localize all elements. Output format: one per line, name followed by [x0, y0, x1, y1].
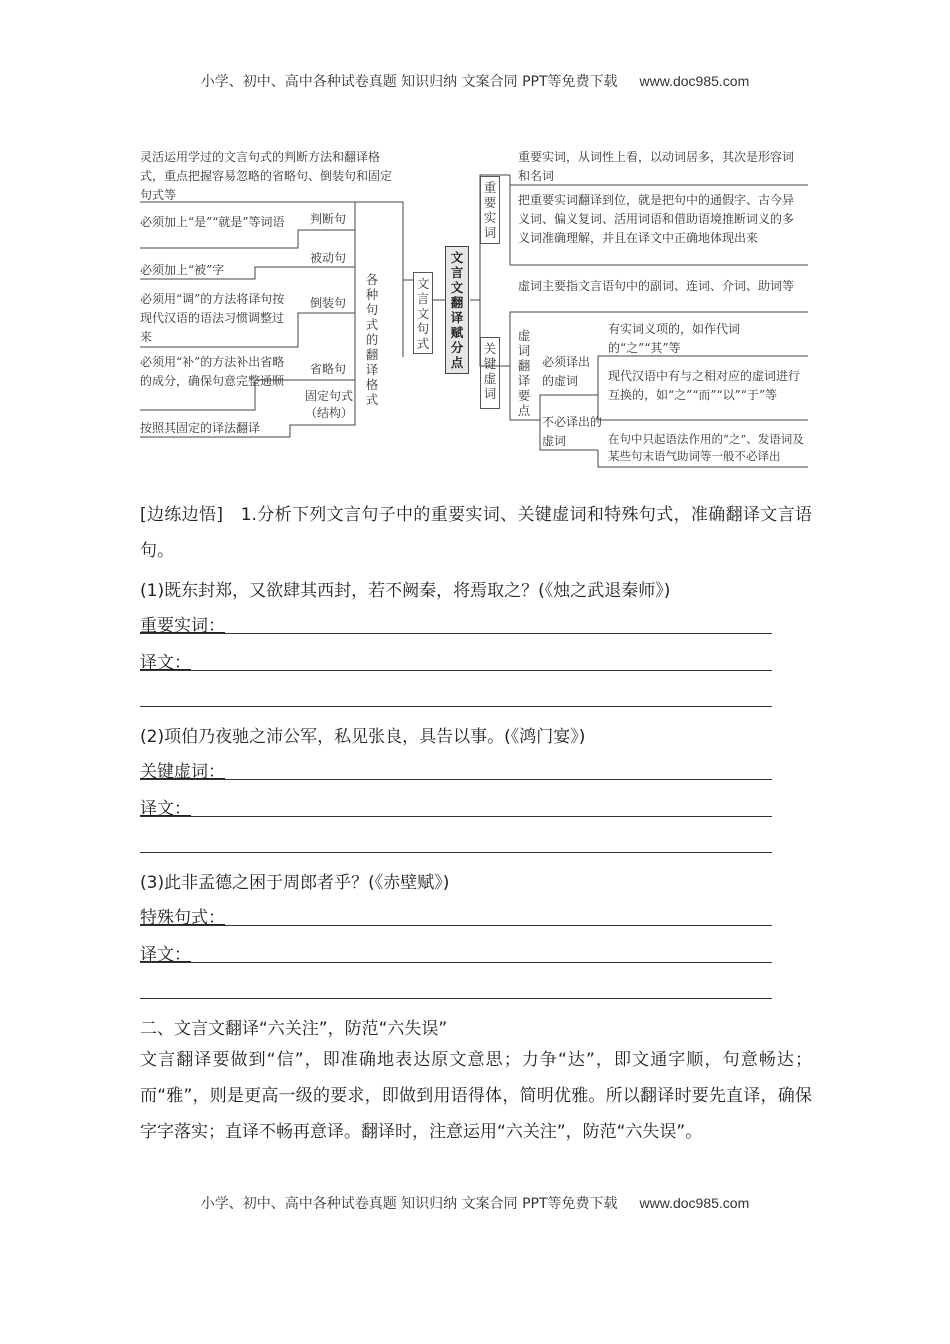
header-text: 小学、初中、高中各种试卷真题 知识归纳 文案合同 PPT等免费下载 [200, 74, 618, 90]
question-1-sentence: (1)既东封郑，又欲肆其西封，若不阙秦，将焉取之？(《烛之武退秦师》) [140, 581, 671, 601]
exercise-intro: [边练边悟] 1.分析下列文言句子中的重要实词、关键虚词和特殊句式，准确翻译文言语句。 [140, 505, 812, 561]
mindmap-must-note-2: 现代汉语中有与之相对应的虚词进行互换的，如“之”“而”“以”“于”等 [608, 369, 801, 402]
mindmap-shici-note-2: 把重要实词翻译到位，就是把句中的通假字、古今异义词、偏义复词、活用词语和借助语境推断词义的多义词准确理解，并且在译文中正确地体现出来 [518, 193, 795, 245]
question-2-field-label: 关键虚词： [140, 762, 225, 782]
header-site-link[interactable]: www.doc985.com [639, 73, 750, 89]
mindmap-item-passive: 被动句 [310, 251, 347, 265]
footer-site-link[interactable]: www.doc985.com [639, 1195, 750, 1211]
mindmap-category-translation-format: 各种句式的翻译格式 [365, 272, 379, 407]
mindmap-title: 文言文翻译赋分点 [445, 246, 469, 374]
mindmap-connector-lines [0, 0, 950, 480]
question-3-field-label: 特殊句式： [140, 908, 225, 928]
question-1-translation-label: 译文： [140, 653, 191, 673]
question-1-field[interactable] [140, 611, 772, 634]
mindmap-label-key-function-words: 关键虚词 [480, 337, 500, 409]
question-1-translation[interactable] [140, 648, 772, 671]
mindmap-label-sentence-patterns: 文言文句式 [413, 272, 433, 354]
section-2-body: 文言翻译要做到“信”，即准确地表达原文意思；力争“达”，即文通字顺，句意畅达；而“雅”，则是更高一级的要求，即做到用语得体，简明优雅。所以翻译时要先直译，确保字字落实；直译不畅再意译。翻译时，注意运用“六关注”，防范“六失误”。 [140, 1050, 812, 1142]
question-1-field-label: 重要实词： [140, 616, 225, 636]
mindmap-shici-note-1: 重要实词，从词性上看，以动词居多，其次是形容词和名词 [518, 150, 795, 183]
page-footer [0, 1193, 950, 1213]
mindmap-xuci-intro: 虚词主要指文言语句中的副词、连词、介词、助词等 [518, 279, 795, 293]
question-2-field[interactable] [140, 757, 772, 780]
mindmap-item-judgment: 判断句 [310, 212, 347, 226]
question-3-translation-label: 译文： [140, 945, 191, 965]
mindmap-must-note-1: 有实词义项的，如作代词的“之”“其”等 [608, 322, 741, 355]
mindmap-must-translate: 必须译出的虚词 [542, 355, 591, 388]
mindmap-item-inversion: 倒装句 [310, 296, 347, 310]
mindmap-xuci-translation-points: 虚词翻译要点 [517, 328, 531, 418]
mindmap-label-key-content-words: 重要实词 [480, 176, 500, 244]
question-3-field[interactable] [140, 903, 772, 926]
question-2-sentence: (2)项伯乃夜驰之沛公军，私见张良，具告以事。(《鸿门宴》) [140, 727, 586, 747]
question-2-translation[interactable] [140, 794, 772, 817]
question-2-translation-line-2[interactable] [140, 851, 772, 853]
question-3-translation[interactable] [140, 940, 772, 963]
mindmap-no-need-translate: 不必译出的虚词 [542, 415, 603, 448]
mindmap-left-intro: 灵活运用学过的文言句式的判断方法和翻译格式，重点把握容易忽略的省略句、倒装句和固定句式等 [140, 150, 393, 202]
question-2-translation-label: 译文： [140, 799, 191, 819]
mindmap-note-passive: 必须加上“被”字 [140, 263, 225, 277]
question-3-sentence: (3)此非孟德之困于周郎者乎？(《赤壁赋》) [140, 873, 450, 893]
question-3-translation-line-2[interactable] [140, 997, 772, 999]
mindmap-item-ellipsis: 省略句 [310, 362, 347, 376]
mindmap-item-fixed: 固定句式（结构） [304, 389, 353, 420]
mindmap-note-ellipsis: 必须用“补”的方法补出省略的成分，确保句意完整通顺 [140, 355, 285, 388]
question-1-translation-line-2[interactable] [140, 705, 772, 707]
mindmap-no-need-note: 在句中只起语法作用的“之”、发语词及某些句末语气助词等一般不必译出 [608, 432, 804, 463]
mindmap-note-judgment: 必须加上“是”“就是”等词语 [140, 215, 285, 229]
section-2-heading: 二、文言文翻译“六关注”，防范“六失误” [140, 1019, 448, 1039]
footer-text: 小学、初中、高中各种试卷真题 知识归纳 文案合同 PPT等免费下载 [200, 1196, 618, 1212]
mindmap-note-fixed: 按照其固定的译法翻译 [140, 421, 261, 435]
mindmap-note-inversion: 必须用“调”的方法将译句按现代汉语的语法习惯调整过来 [140, 292, 285, 344]
